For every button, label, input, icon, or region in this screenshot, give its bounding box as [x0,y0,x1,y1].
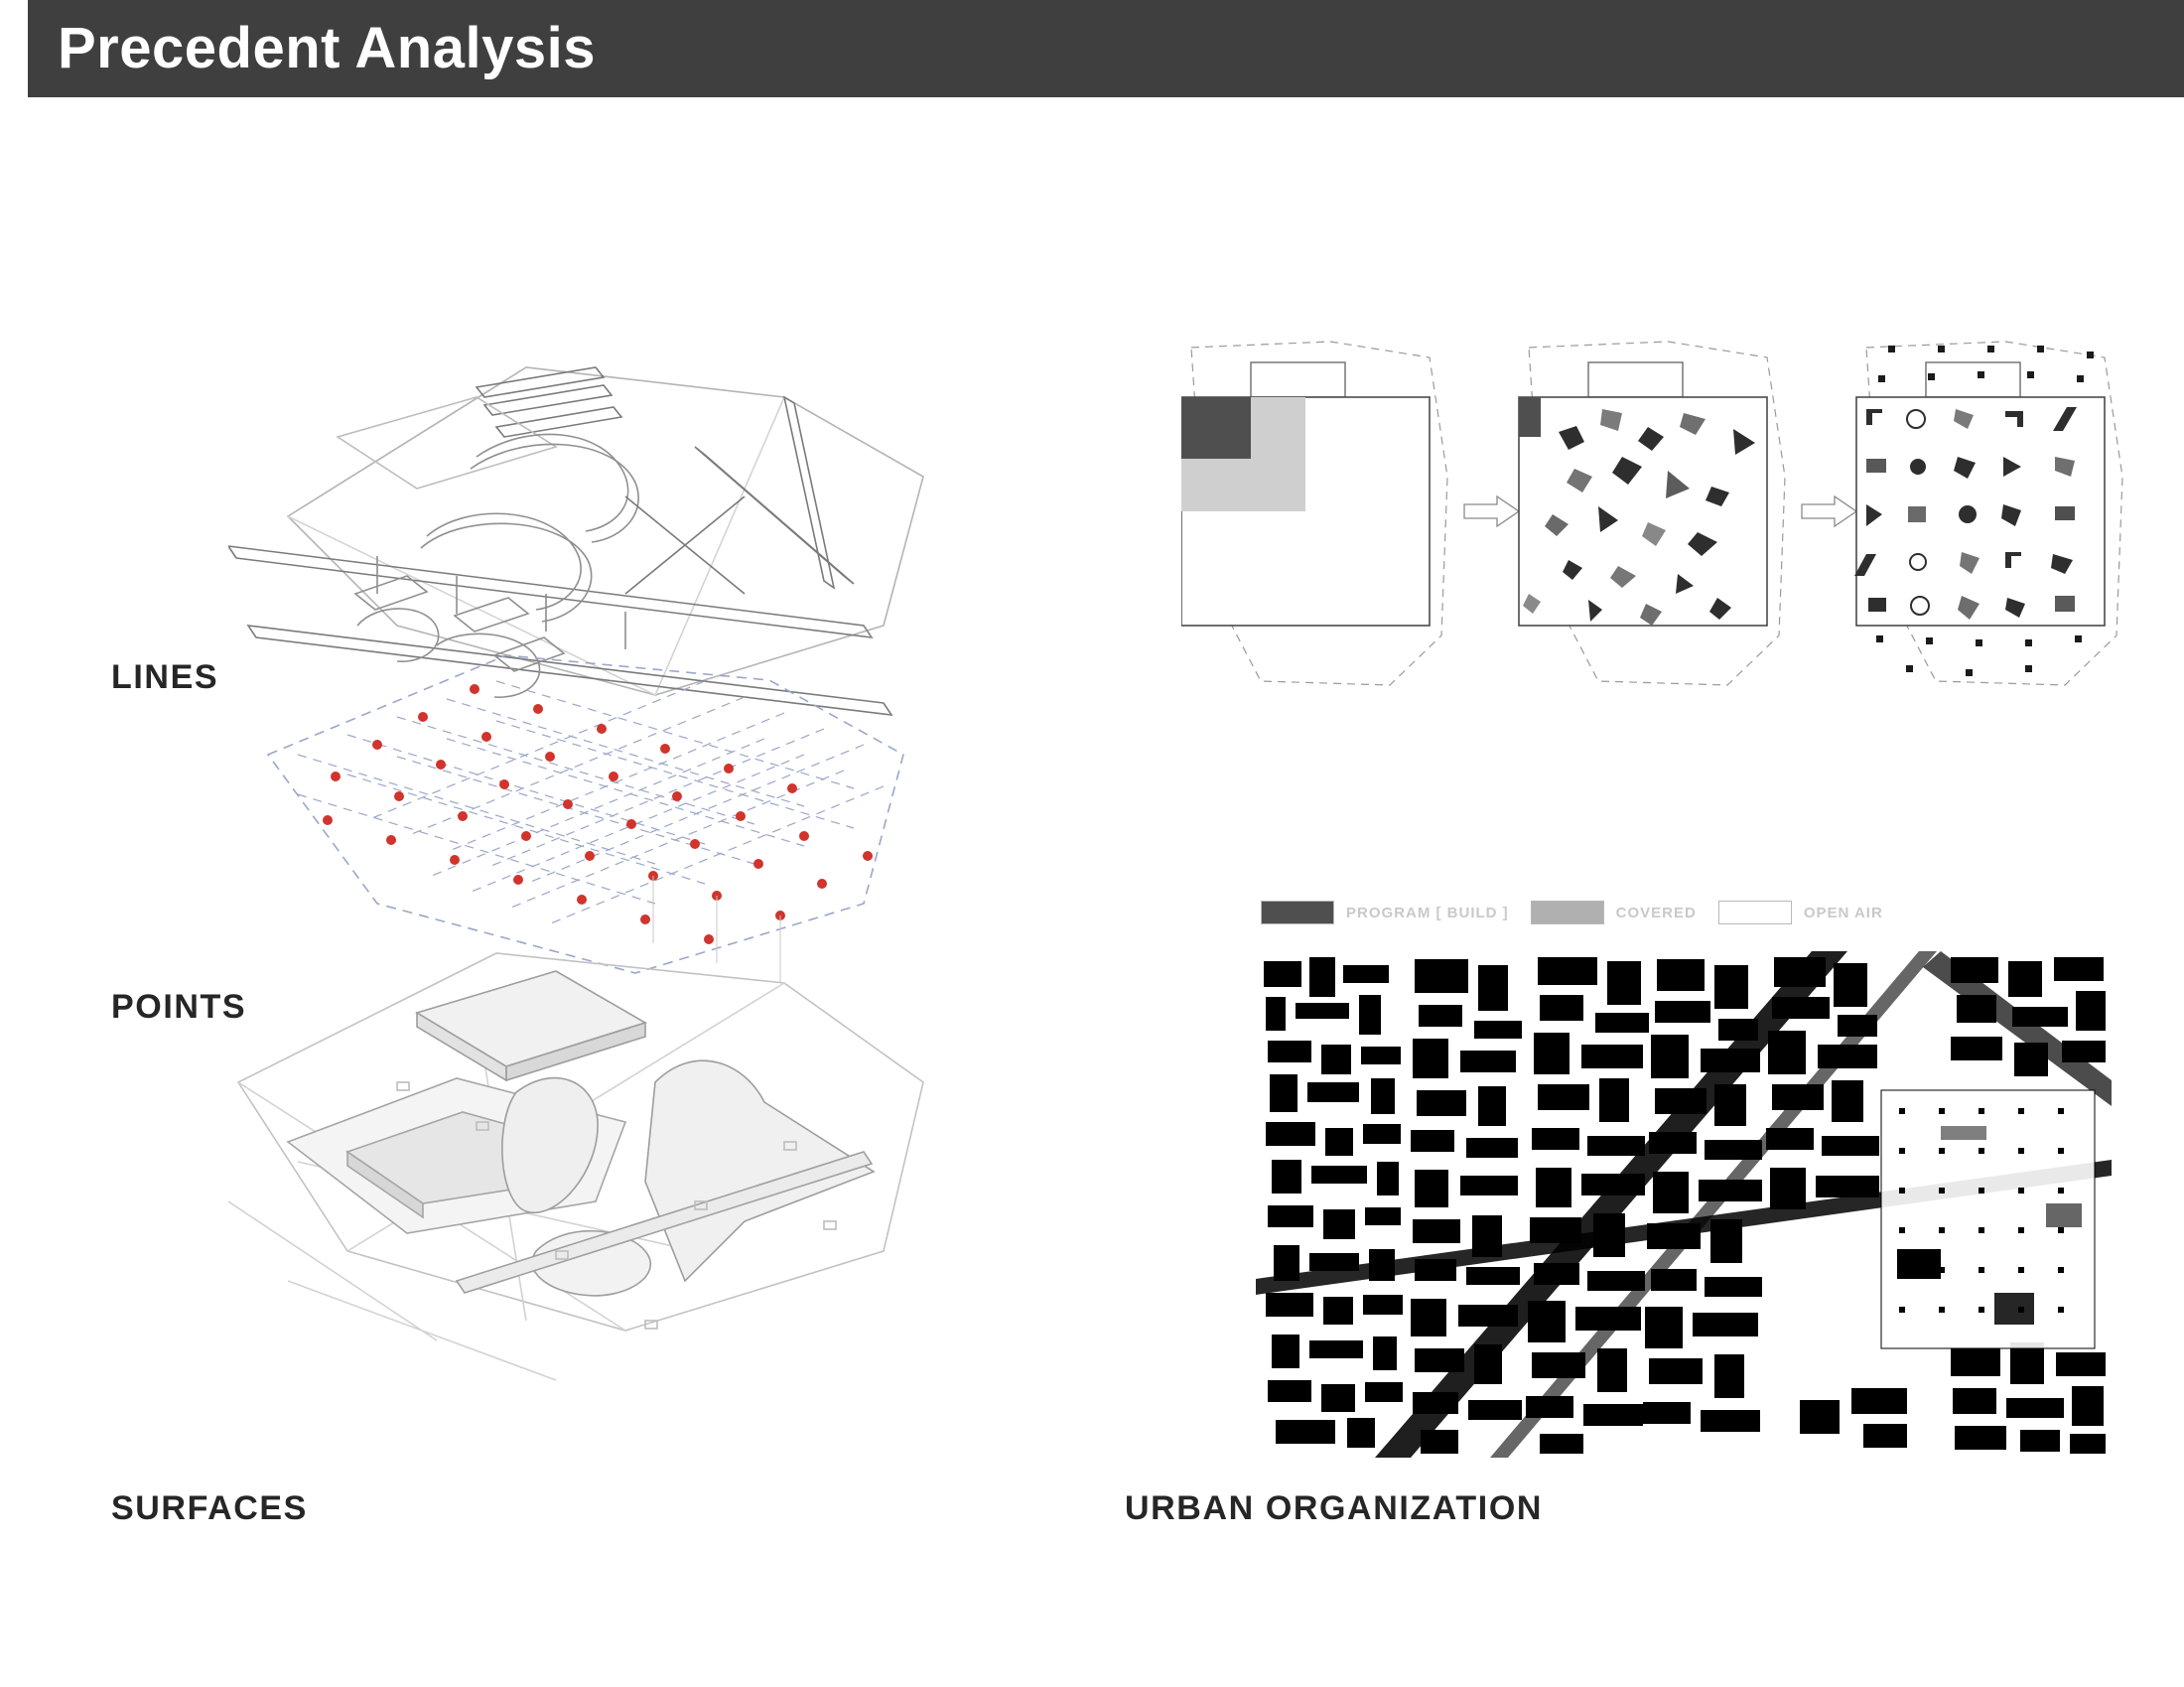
legend-swatch-program [1261,901,1334,924]
program-distribution-diagram [1181,338,2174,854]
sequence-arrow-1 [1464,496,1519,526]
label-points: POINTS [111,988,247,1026]
layer-surfaces [228,953,923,1380]
exploded-axonometric-diagram [228,328,1102,1440]
program-step-3 [1854,342,2122,685]
slide-title-bar [0,0,2184,97]
legend-swatch-covered [1531,901,1604,924]
legend-swatch-open-air [1718,901,1792,924]
legend-item-program [1261,901,1509,924]
legend-label-program: PROGRAM [ BUILD ] [1346,904,1509,921]
program-step-2 [1519,342,1785,685]
title-bar-accent [0,0,28,97]
program-step-1 [1181,342,1447,685]
label-surfaces: SURFACES [111,1489,308,1527]
page-title: Precedent Analysis [58,16,596,80]
legend-label-covered: COVERED [1615,904,1697,921]
label-urban-organization: URBAN ORGANIZATION [1125,1489,1544,1527]
program-legend [1261,899,1956,926]
legend-item-open-air [1718,901,1883,924]
legend-label-open-air: OPEN AIR [1803,904,1883,921]
label-lines: LINES [111,658,219,696]
legend-item-covered [1531,901,1697,924]
urban-figure-ground-map [1256,951,2112,1458]
sequence-arrow-2 [1802,496,1856,526]
park-point-grid [1881,1090,2095,1348]
layer-lines [228,367,923,715]
